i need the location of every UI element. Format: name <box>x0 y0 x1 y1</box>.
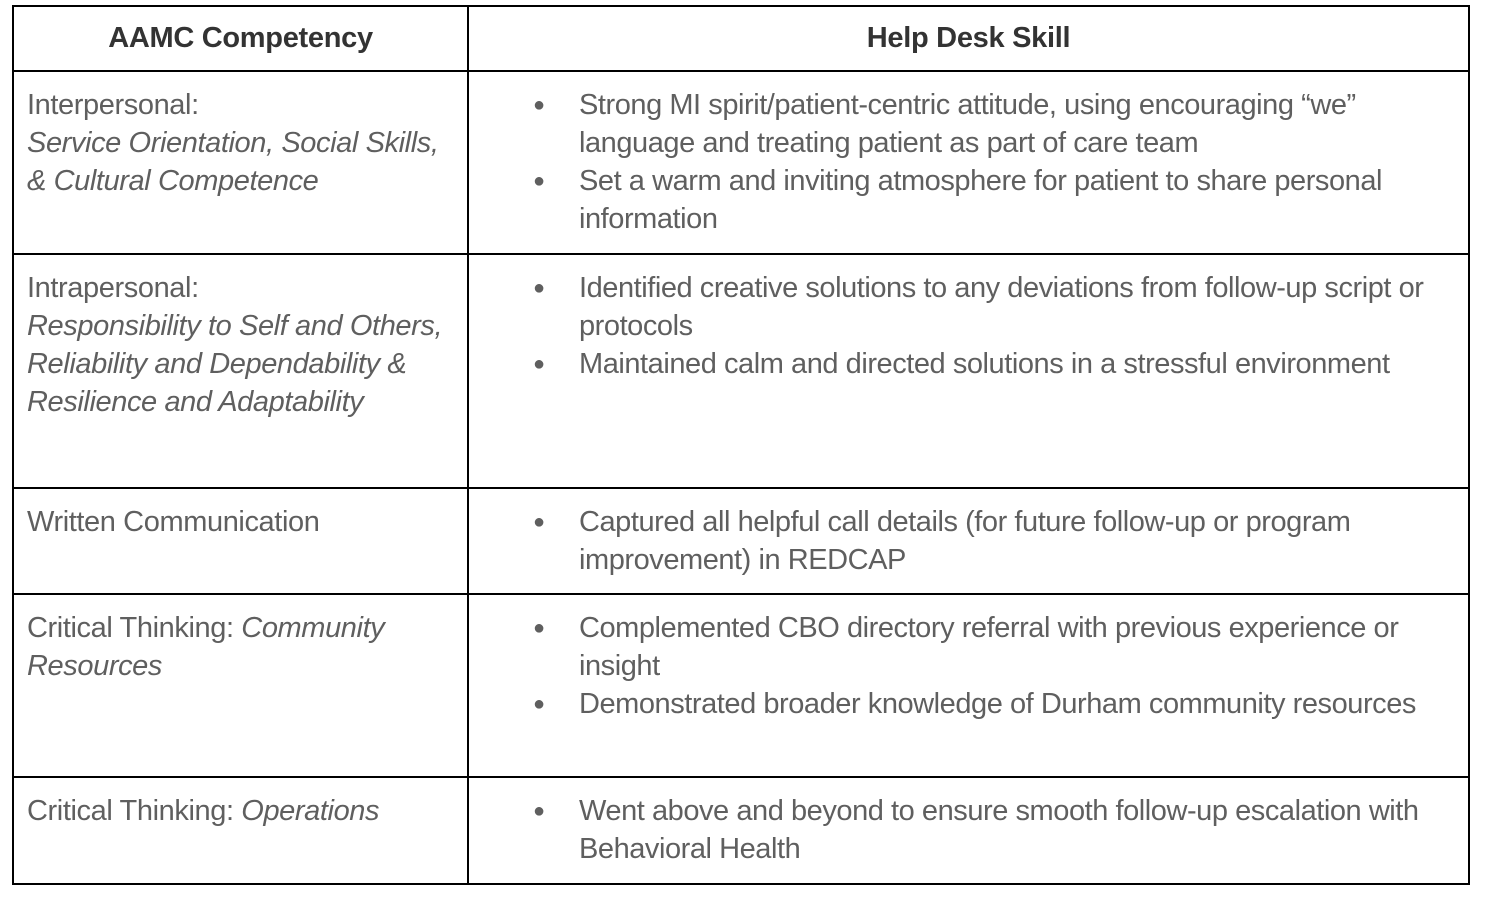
bullet-icon: ● <box>533 511 545 533</box>
bullet-icon: ● <box>533 353 545 375</box>
list-item <box>469 792 1448 868</box>
competency-detail: Operations <box>241 795 380 827</box>
list-item <box>469 269 1448 345</box>
competency-table <box>12 5 1470 885</box>
skill-text: Demonstrated broader knowledge of Durham community resources <box>579 688 1416 720</box>
competency-category: Written Communication <box>27 506 320 538</box>
skill-list <box>469 792 1448 868</box>
competency-cell <box>13 71 468 254</box>
skill-cell <box>468 594 1469 777</box>
skill-text: Captured all helpful call details (for future follow-up or program improvement) in REDCAP <box>579 506 1351 576</box>
header-row <box>13 6 1469 71</box>
competency-detail: Service Orientation, Social Skills, & Cultural Competence <box>27 127 439 197</box>
skill-text: Maintained calm and directed solutions in a stressful environment <box>579 348 1390 380</box>
bullet-icon: ● <box>533 800 545 822</box>
skill-cell <box>468 777 1469 884</box>
skill-cell <box>468 254 1469 488</box>
skill-cell <box>468 71 1469 254</box>
table-row <box>13 254 1469 488</box>
skill-list <box>469 503 1448 579</box>
competency-cell <box>13 594 468 777</box>
skill-text: Strong MI spirit/patient-centric attitude, using encouraging “we” language and treating patient as part of care team <box>579 89 1356 159</box>
table-row <box>13 777 1469 884</box>
header-help-desk-skill: Help Desk Skill <box>468 6 1469 71</box>
skill-text: Identified creative solutions to any deviations from follow-up script or protocols <box>579 272 1424 342</box>
competency-category: Intrapersonal: <box>27 272 199 304</box>
skill-text: Set a warm and inviting atmosphere for patient to share personal information <box>579 165 1382 235</box>
table-row <box>13 594 1469 777</box>
list-item <box>469 345 1448 383</box>
list-item <box>469 162 1448 238</box>
table-row <box>13 488 1469 594</box>
skill-list <box>469 86 1448 238</box>
list-item <box>469 685 1448 723</box>
skill-text: Complemented CBO directory referral with previous experience or insight <box>579 612 1399 682</box>
bullet-icon: ● <box>533 617 545 639</box>
skill-cell <box>468 488 1469 594</box>
competency-cell <box>13 777 468 884</box>
competency-cell <box>13 254 468 488</box>
competency-category: Critical Thinking: <box>27 612 242 644</box>
list-item <box>469 609 1448 685</box>
competency-detail: Responsibility to Self and Others, Reliability and Dependability & Resilience and Adaptability <box>27 310 443 418</box>
bullet-icon: ● <box>533 693 545 715</box>
competency-category: Critical Thinking: <box>27 795 242 827</box>
header-aamc-competency: AAMC Competency <box>13 6 468 71</box>
competency-cell <box>13 488 468 594</box>
bullet-icon: ● <box>533 94 545 116</box>
skill-list <box>469 609 1448 723</box>
skill-text: Went above and beyond to ensure smooth follow-up escalation with Behavioral Health <box>579 795 1419 865</box>
competency-category: Interpersonal: <box>27 89 199 121</box>
bullet-icon: ● <box>533 277 545 299</box>
list-item <box>469 86 1448 162</box>
bullet-icon: ● <box>533 170 545 192</box>
competency-detail: Community Resources <box>27 612 385 682</box>
table-row <box>13 71 1469 254</box>
skill-list <box>469 269 1448 383</box>
list-item <box>469 503 1448 579</box>
